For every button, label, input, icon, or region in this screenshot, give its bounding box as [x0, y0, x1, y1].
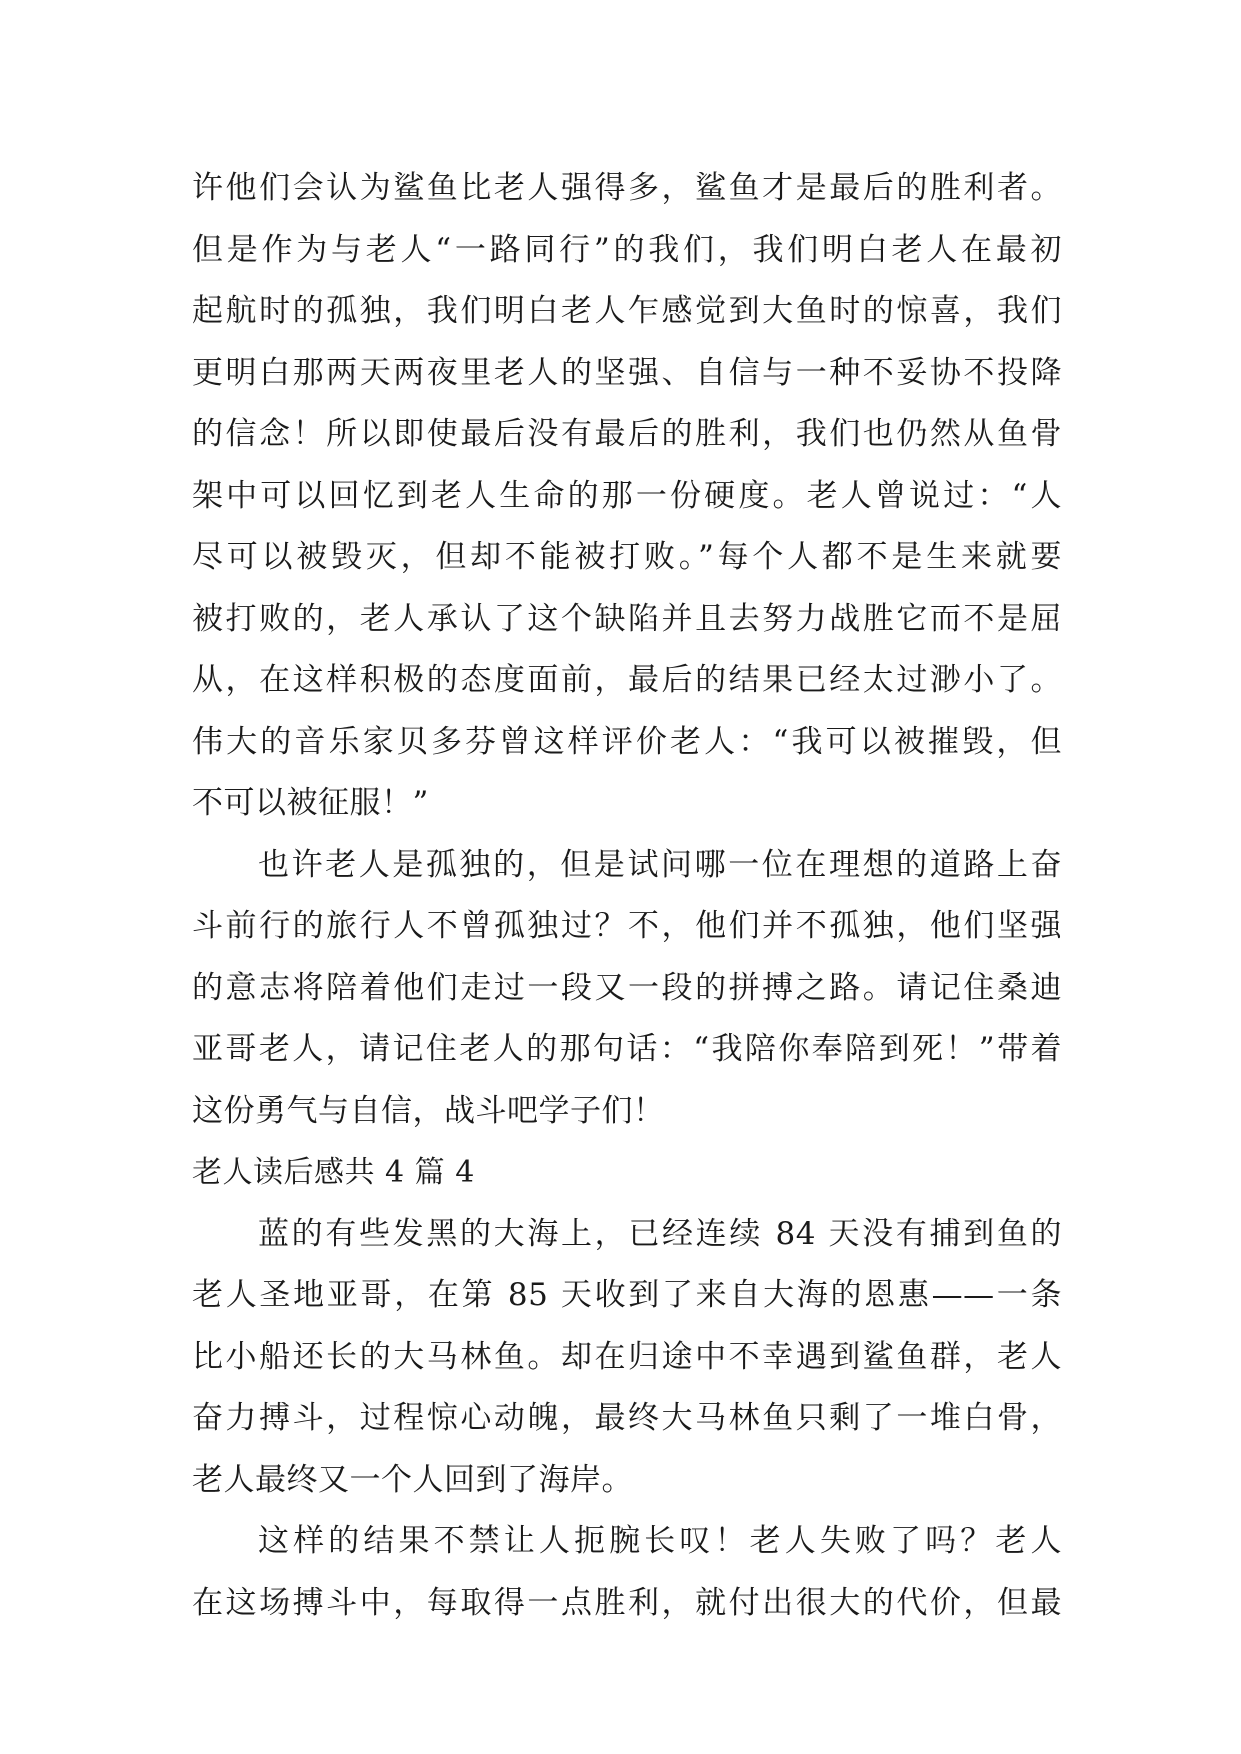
text-line: 这份勇气与自信，战斗吧学子们！	[192, 1092, 665, 1129]
text-line: 起航时的孤独，我们明白老人乍感觉到大鱼时的惊喜，我们	[192, 293, 1062, 329]
text-line: 更明白那两天两夜里老人的坚强、自信与一种不妥协不投降	[192, 354, 1062, 391]
paragraph	[192, 1511, 1062, 1634]
text-line: 老人最终又一个人回到了海岸。	[192, 1461, 633, 1498]
paragraph	[192, 1204, 1062, 1512]
text-line: 从，在这样积极的态度面前，最后的结果已经太过渺小了。	[192, 662, 1062, 698]
text-line: 比小船还长的大马林鱼。却在归途中不幸遇到鲨鱼群，老人	[192, 1338, 1062, 1375]
text-line: 的意志将陪着他们走过一段又一段的拼搏之路。请记住桑迪	[192, 969, 1062, 1006]
text-line: 尽可以被毁灭，但却不能被打败。”每个人都不是生来就要	[192, 539, 1062, 575]
text-line: 架中可以回忆到老人生命的那一份硬度。老人曾说过：“人	[192, 477, 1062, 514]
text-line: 亚哥老人，请记住老人的那句话：“我陪你奉陪到死！”带着	[192, 1031, 1062, 1067]
text-line: 也许老人是孤独的，但是试问哪一位在理想的道路上奋	[258, 846, 1062, 883]
paragraph	[192, 835, 1062, 1143]
text-line: 的信念！所以即使最后没有最后的胜利，我们也仍然从鱼骨	[192, 416, 1062, 452]
paragraph	[192, 158, 1062, 835]
text-line: 在这场搏斗中，每取得一点胜利，就付出很大的代价，但最	[192, 1584, 1062, 1621]
text-line: 蓝的有些发黑的大海上，已经连续 84 天没有捕到鱼的	[258, 1215, 1062, 1252]
text-line: 许他们会认为鲨鱼比老人强得多，鲨鱼才是最后的胜利者。	[192, 170, 1062, 206]
section-heading: 老人读后感共 4 篇 4	[192, 1155, 475, 1190]
document-body	[192, 158, 1062, 1634]
text-line: 但是作为与老人“一路同行”的我们，我们明白老人在最初	[192, 231, 1062, 268]
text-line: 这样的结果不禁让人扼腕长叹！老人失败了吗？老人	[258, 1523, 1062, 1559]
text-line: 被打败的，老人承认了这个缺陷并且去努力战胜它而不是屈	[192, 600, 1062, 637]
text-line: 老人圣地亚哥，在第 85 天收到了来自大海的恩惠——一条	[192, 1277, 1062, 1313]
text-line: 奋力搏斗，过程惊心动魄，最终大马林鱼只剩了一堆白骨，	[192, 1400, 1062, 1436]
text-line: 不可以被征服！”	[192, 785, 429, 821]
text-line: 斗前行的旅行人不曾孤独过？不，他们并不孤独，他们坚强	[192, 908, 1062, 944]
text-line: 伟大的音乐家贝多芬曾这样评价老人：“我可以被摧毁，但	[192, 723, 1062, 760]
